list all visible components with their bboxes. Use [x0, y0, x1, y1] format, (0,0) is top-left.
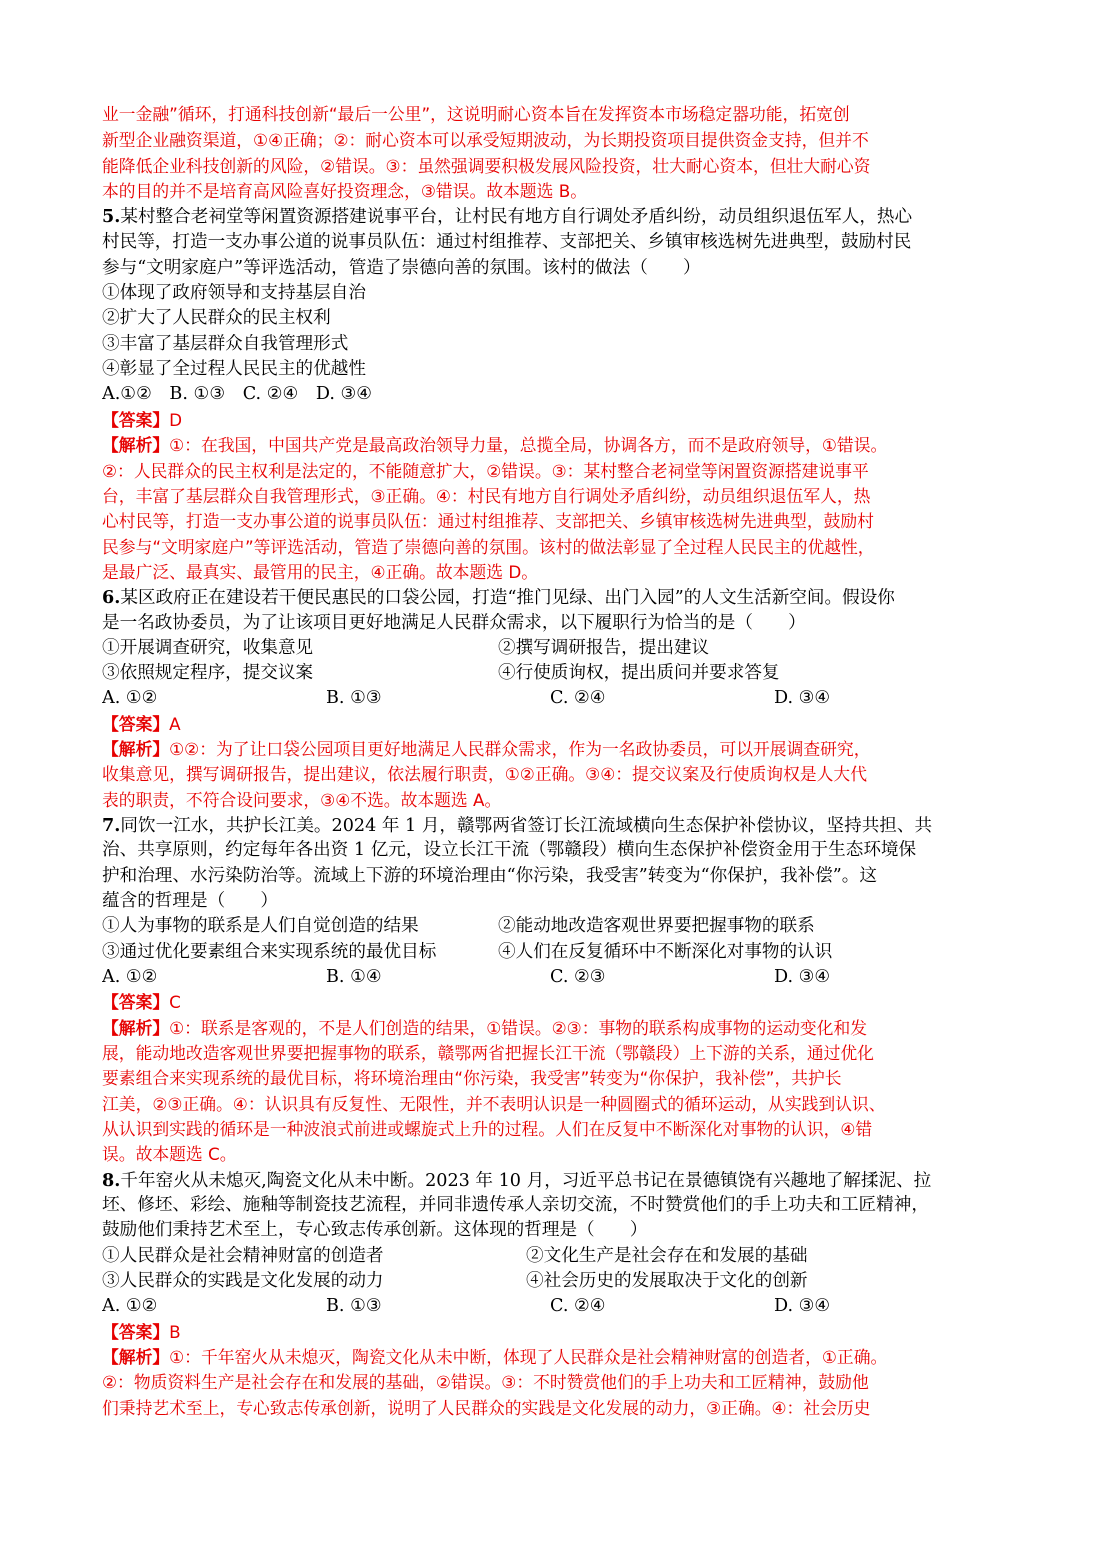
- question-number: 6.: [102, 587, 121, 608]
- q6-items-row: [102, 661, 1002, 686]
- q7-item: ②能动地改造客观世界要把握事物的联系: [498, 916, 815, 936]
- q5-analysis-line: 民参与“文明家庭户”等评选活动，管造了崇德向善的氛围。该村的做法彰显了全过程人民民主的优越性，: [102, 537, 875, 557]
- q6-analysis: 【解析】①②：为了让口袋公园项目更好地满足人民群众需求，作为一名政协委员，可以开展调查研究，: [102, 739, 871, 759]
- q8-stem: 鼓励他们秉持艺术至上，专心致志传承创新。这体现的哲理是（ ）: [102, 1220, 648, 1240]
- q5-analysis-line: 台，丰富了基层群众自我管理形式，③正确。④：村民有地方自行调处矛盾纠纷，动员组织退伍军人，热: [102, 486, 871, 506]
- q4-analysis-line: 能降低企业科技创新的风险，②错误。③：虽然强调要积极发展风险投资，壮大耐心资本，但壮大耐心资: [102, 156, 871, 176]
- q5-analysis-line: 是最广泛、最真实、最管用的民主，④正确。故本题选 D。: [102, 562, 539, 582]
- choice: C. ②③: [550, 967, 606, 987]
- q8-items-row: [102, 1269, 1002, 1294]
- q8-item: ②文化生产是社会存在和发展的基础: [526, 1246, 808, 1266]
- choice: D. ③④: [774, 688, 831, 708]
- q5-analysis-line: 心村民等，打造一支办事公道的说事员队伍：通过村组推荐、支部把关、乡镇审核选树先进典型，鼓励村: [102, 511, 874, 531]
- choice: A. ①②: [102, 967, 158, 987]
- q7-item: ③通过优化要素组合来实现系统的最优目标: [102, 942, 437, 962]
- choice: D. ③④: [774, 967, 831, 987]
- q6-item: ②撰写调研报告，提出建议: [498, 638, 710, 658]
- q7-item: ④人们在反复循环中不断深化对事物的认识: [498, 942, 833, 962]
- q7-choices: [102, 965, 1002, 990]
- choice: A. ①②: [102, 1296, 158, 1316]
- q5-item: ①体现了政府领导和支持基层自治: [102, 283, 366, 303]
- q4-analysis-line: 新型企业融资渠道，①④正确；②：耐心资本可以承受短期波动，为长期投资项目提供资金支持，但并不: [102, 130, 869, 150]
- q8-analysis-line: 们秉持艺术至上，专心致志传承创新，说明了人民群众的实践是文化发展的动力，③正确。④：社会历史: [102, 1398, 871, 1418]
- q8-answer: 【答案】B: [102, 1322, 181, 1342]
- choice: C. ②④: [550, 1296, 606, 1316]
- question-number: 8.: [102, 1170, 121, 1191]
- q7-analysis-line: 江美，②③正确。④：认识具有反复性、无限性，并不表明认识是一种圆圈式的循环运动，从实践到认识、: [102, 1094, 886, 1114]
- q8-stem: 坯、修坯、彩绘、施釉等制瓷技艺流程，并同非遗传承人亲切交流，不时赞赏他们的手上功夫和工匠精神，: [102, 1195, 929, 1215]
- q5-item: ②扩大了人民群众的民主权利: [102, 308, 331, 328]
- q6-item: ④行使质询权，提出质问并要求答复: [498, 663, 780, 683]
- q5-analysis-line: ②：人民群众的民主权利是法定的，不能随意扩大，②错误。③：某村整合老祠堂等闲置资源搭建说事平: [102, 461, 869, 481]
- q8-choices: [102, 1294, 1002, 1319]
- q7-stem: 7.同饮一江水，共护长江美。2024 年 1 月，赣鄂两省签订长江流域横向生态保护补偿协议，坚持共担、共: [102, 815, 933, 836]
- q7-answer: 【答案】C: [102, 992, 181, 1012]
- q4-analysis-line: 本的目的并不是培育高风险喜好投资理念，③错误。故本题选 B。: [102, 181, 587, 201]
- q6-answer: 【答案】A: [102, 714, 181, 734]
- q6-analysis-line: 表的职责，不符合设问要求，③④不选。故本题选 A。: [102, 790, 502, 810]
- q7-stem: 蕴含的哲理是（ ）: [102, 891, 278, 911]
- q5-answer: 【答案】D: [102, 410, 183, 430]
- q7-analysis-line: 从认识到实践的循环是一种波浪式前进或螺旋式上升的过程。人们在反复中不断深化对事物的认识，④错: [102, 1119, 873, 1139]
- q7-analysis: 【解析】①：联系是客观的，不是人们创造的结果，①错误。②③：事物的联系构成事物的运动变化和发: [102, 1018, 868, 1038]
- q5-stem: 村民等，打造一支办事公道的说事员队伍：通过村组推荐、支部把关、乡镇审核选树先进典型，鼓励村民: [102, 232, 912, 252]
- q8-stem: 8.千年窑火从未熄灭,陶瓷文化从未中断。2023 年 10 月，习近平总书记在景德镇饶有兴趣地了解揉泥、拉: [102, 1170, 932, 1191]
- q7-stem: 治、共享原则，约定每年各出资 1 亿元，设立长江干流（鄂赣段）横向生态保护补偿资金用于生态环境保: [102, 840, 917, 860]
- q5-item: ④彰显了全过程人民民主的优越性: [102, 359, 366, 379]
- q7-items-row: [102, 914, 1002, 939]
- q5-stem: 5.某村整合老祠堂等闲置资源搭建说事平台，让村民有地方自行调处矛盾纠纷，动员组织退伍军人，热心: [102, 206, 913, 227]
- choice: D. ③④: [774, 1296, 831, 1316]
- q7-analysis-line: 展，能动地改造客观世界要把握事物的联系，赣鄂两省把握长江干流（鄂赣段）上下游的关系，通过优化: [102, 1043, 874, 1063]
- q8-item: ③人民群众的实践是文化发展的动力: [102, 1271, 384, 1291]
- q6-analysis-line: 收集意见，撰写调研报告，提出建议，依法履行职责，①②正确。③④：提交议案及行使质询权是人大代: [102, 764, 867, 784]
- q5-stem: 参与“文明家庭户”等评选活动，管造了崇德向善的氛围。该村的做法（ ）: [102, 258, 701, 278]
- q5-choices: A.①② B. ①③ C. ②④ D. ③④: [102, 384, 373, 404]
- choice: B. ①④: [326, 967, 382, 987]
- q7-stem: 护和治理、水污染防治等。流域上下游的环境治理由“你污染，我受害”转变为“你保护，我补偿”。这: [102, 866, 877, 886]
- q7-analysis-line: 误。故本题选 C。: [102, 1144, 237, 1164]
- q8-analysis: 【解析】①：千年窑火从未熄灭，陶瓷文化从未中断，体现了人民群众是社会精神财富的创造者，①正确。: [102, 1347, 888, 1367]
- q7-item: ①人为事物的联系是人们自觉创造的结果: [102, 916, 419, 936]
- choice: C. ②④: [550, 688, 606, 708]
- q6-stem: 是一名政协委员，为了让该项目更好地满足人民群众需求，以下履职行为恰当的是（ ）: [102, 613, 806, 633]
- q5-analysis: 【解析】①：在我国，中国共产党是最高政治领导力量，总揽全局，协调各方，而不是政府领导，①错误。: [102, 435, 888, 455]
- q5-item: ③丰富了基层群众自我管理形式: [102, 334, 349, 354]
- q4-analysis-line: 业一金融”循环，打通科技创新“最后一公里”，这说明耐心资本旨在发挥资本市场稳定器功能，拓宽创: [102, 104, 850, 124]
- choice: B. ①③: [326, 688, 382, 708]
- q8-analysis-line: ②：物质资料生产是社会存在和发展的基础，②错误。③：不时赞赏他们的手上功夫和工匠精神，鼓励他: [102, 1372, 869, 1392]
- q6-item: ③依照规定程序，提交议案: [102, 663, 314, 683]
- q6-item: ①开展调查研究，收集意见: [102, 638, 314, 658]
- q8-item: ④社会历史的发展取决于文化的创新: [526, 1271, 808, 1291]
- q7-analysis-line: 要素组合来实现系统的最优目标，将环境治理由“你污染，我受害”转变为“你保护，我补偿”，共护长: [102, 1068, 842, 1088]
- q6-choices: [102, 686, 1002, 711]
- q6-stem: 6.某区政府正在建设若干便民惠民的口袋公园，打造“推门见绿、出门入园”的人文生活新空间。假设你: [102, 587, 895, 608]
- q8-item: ①人民群众是社会精神财富的创造者: [102, 1246, 384, 1266]
- question-number: 7.: [102, 815, 121, 836]
- choice: B. ①③: [326, 1296, 382, 1316]
- question-number: 5.: [102, 206, 121, 227]
- q7-items-row: [102, 940, 1002, 965]
- q6-items-row: [102, 636, 1002, 661]
- choice: A. ①②: [102, 688, 158, 708]
- q8-items-row: [102, 1244, 1002, 1269]
